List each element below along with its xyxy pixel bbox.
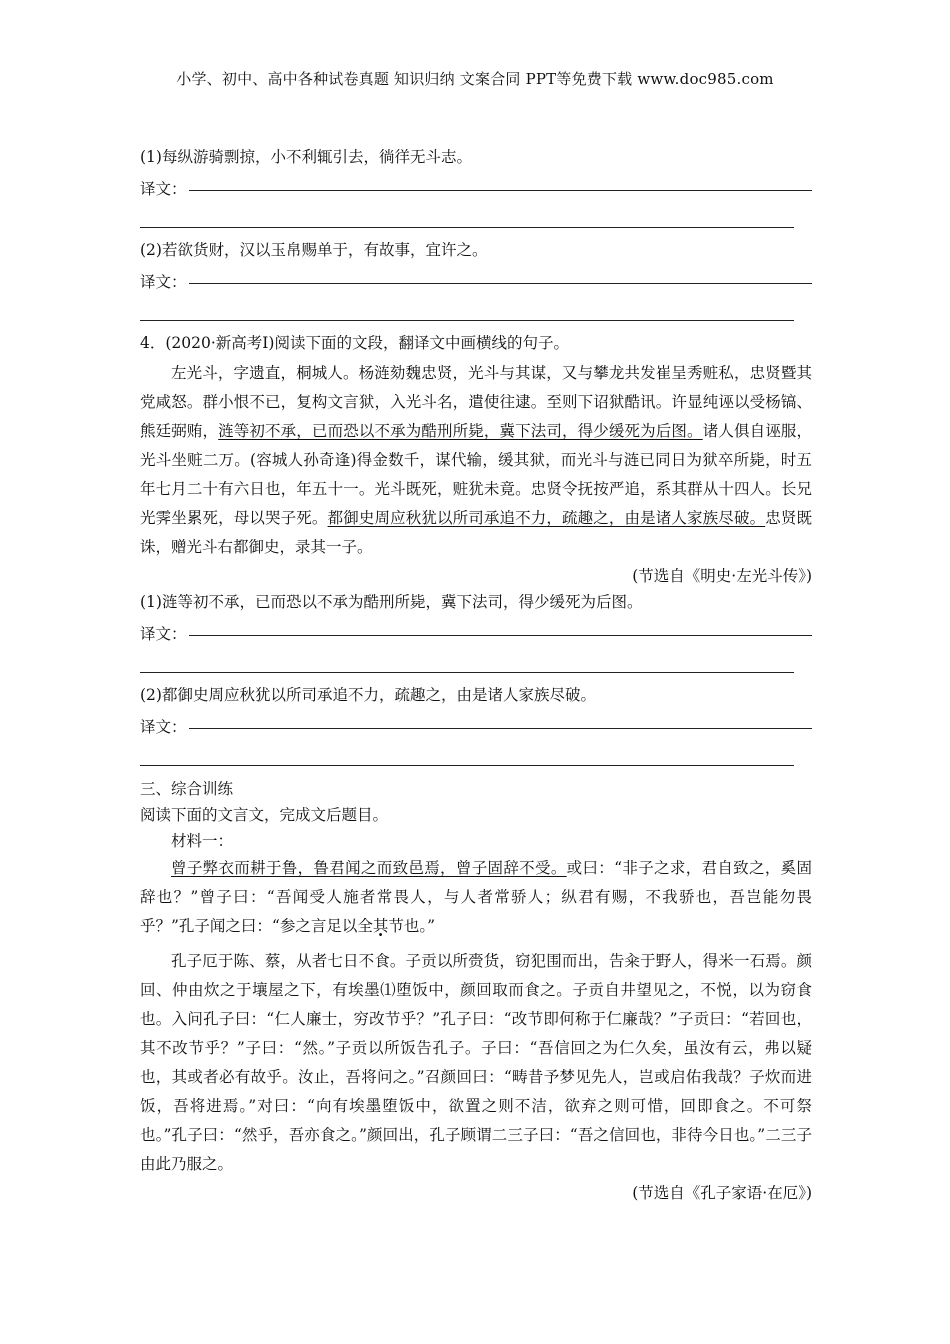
q3-sentence-1: (1)每纵游骑剽掠，小不利辄引去，徜徉无斗志。 <box>140 148 472 166</box>
answer-line[interactable] <box>189 634 812 636</box>
q4-source: (节选自《明史·左光斗传》) <box>632 567 812 585</box>
answer-line[interactable] <box>140 737 794 766</box>
q4-sentence-2: (2)都御史周应秋犹以所司承追不力，疏趣之，由是诸人家族尽破。 <box>140 686 596 704</box>
underlined-sentence-1: 涟等初不承，已而恐以不承为酷刑所毙，冀下法司，得少缓死为后图。 <box>218 422 703 440</box>
section-heading: 三、综合训练 <box>140 780 234 798</box>
q4-sentence-1: (1)涟等初不承，已而恐以不承为酷刑所毙，冀下法司，得少缓死为后图。 <box>140 593 643 611</box>
translation-label: 译文： <box>140 718 187 736</box>
answer-row <box>140 169 812 199</box>
translation-label: 译文： <box>140 180 187 198</box>
underlined-sentence-2: 都御史周应秋犹以所司承追不力，疏趣之，由是诸人家族尽破。 <box>327 509 766 527</box>
answer-line[interactable] <box>140 644 794 673</box>
underlined-sentence: 曾子弊衣而耕于鲁，鲁君闻之而致邑焉，曾子固辞不受。 <box>171 859 567 877</box>
answer-line[interactable] <box>140 292 794 321</box>
translation-label: 译文： <box>140 273 187 291</box>
q4-title: 4．(2020·新高考Ⅰ)阅读下面的文段，翻译文中画横线的句子。 <box>140 334 569 352</box>
material-1-text: 曾子弊衣而耕于鲁，鲁君闻之而致邑焉，曾子固辞不受。或曰：“非子之求，君自致之，奚固辞也？”曾子曰：“吾闻受人施者常畏人，与人者常骄人；纵君有赐，不我骄也，吾岂能勿畏乎？”孔子闻之曰：“参之言足以全其节也。” <box>140 859 812 935</box>
answer-row <box>140 707 812 737</box>
document-body <box>140 145 812 1207</box>
answer-line[interactable] <box>189 282 812 284</box>
answer-row <box>140 614 812 644</box>
answer-line[interactable] <box>189 727 812 729</box>
answer-line[interactable] <box>189 189 812 191</box>
material-1-label: 材料一： <box>171 832 234 850</box>
section-instruction: 阅读下面的文言文，完成文后题目。 <box>140 806 389 824</box>
q3-sentence-2: (2)若欲货财，汉以玉帛赐单于，有故事，宜许之。 <box>140 241 488 259</box>
page-header: 小学、初中、高中各种试卷真题 知识归纳 文案合同 PPT等免费下载 www.doc985.com <box>176 70 774 88</box>
answer-row <box>140 262 812 292</box>
translation-label: 译文： <box>140 625 187 643</box>
material-1-story: 孔子厄于陈、蔡，从者七日不食。子贡以所赍货，窃犯围而出，告籴于野人，得米一石焉。颜回、仲由炊之于壤屋之下，有埃墨⑴堕饭中，颜回取而食之。子贡自井望见之，不悦，以为窃食也。入问孔子曰：“仁人廉士，穷改节乎？”孔子曰：“改节即何称于仁廉哉？”子贡曰：“若回也，其不改节乎？”子曰：“然。”子贡以所饭告孔子。子曰：“吾信回之为仁久矣，虽汝有云，弗以疑也，其或者必有故乎。汝止，吾将问之。”召颜回曰：“畴昔予梦见先人，岂或启佑我哉？子炊而进饭，吾将进焉。”对曰：“向有埃墨堕饭中，欲置之则不洁，欲弃之则可惜，回即食之。不可祭也。”孔子曰：“然乎，吾亦食之。”颜回出，孔子顾谓二三子曰：“吾之信回也，非待今日也。”二三子由此乃服之。 <box>140 952 812 1173</box>
answer-line[interactable] <box>140 199 794 228</box>
dotted-character: 全 <box>357 917 373 935</box>
q4-passage: 左光斗，字遗直，桐城人。杨涟劾魏忠贤，光斗与其谋，又与攀龙共发崔呈秀赃私，忠贤暨其党咸怒。群小恨不已，复构文言狱，入光斗名，遣使往逮。至则下诏狱酷讯。许显纯诬以受杨镐、熊廷弼贿，涟等初不承，已而恐以不承为酷刑所毙，冀下法司，得少缓死为后图。诸人俱自诬服，光斗坐赃二万。(容城人孙奇逢)得金数千，谋代输，缓其狱，而光斗与涟已同日为狱卒所毙，时五年七月二十有六日也，年五十一。光斗既死，赃犹未竟。忠贤令抚按严追，系其群从十四人。长兄光霁坐累死，母以哭子死。都御史周应秋犹以所司承追不力，疏趣之，由是诸人家族尽破。忠贤既诛，赠光斗右都御史，录其一子。 <box>140 364 812 556</box>
material-source: (节选自《孔子家语·在厄》) <box>632 1184 812 1202</box>
